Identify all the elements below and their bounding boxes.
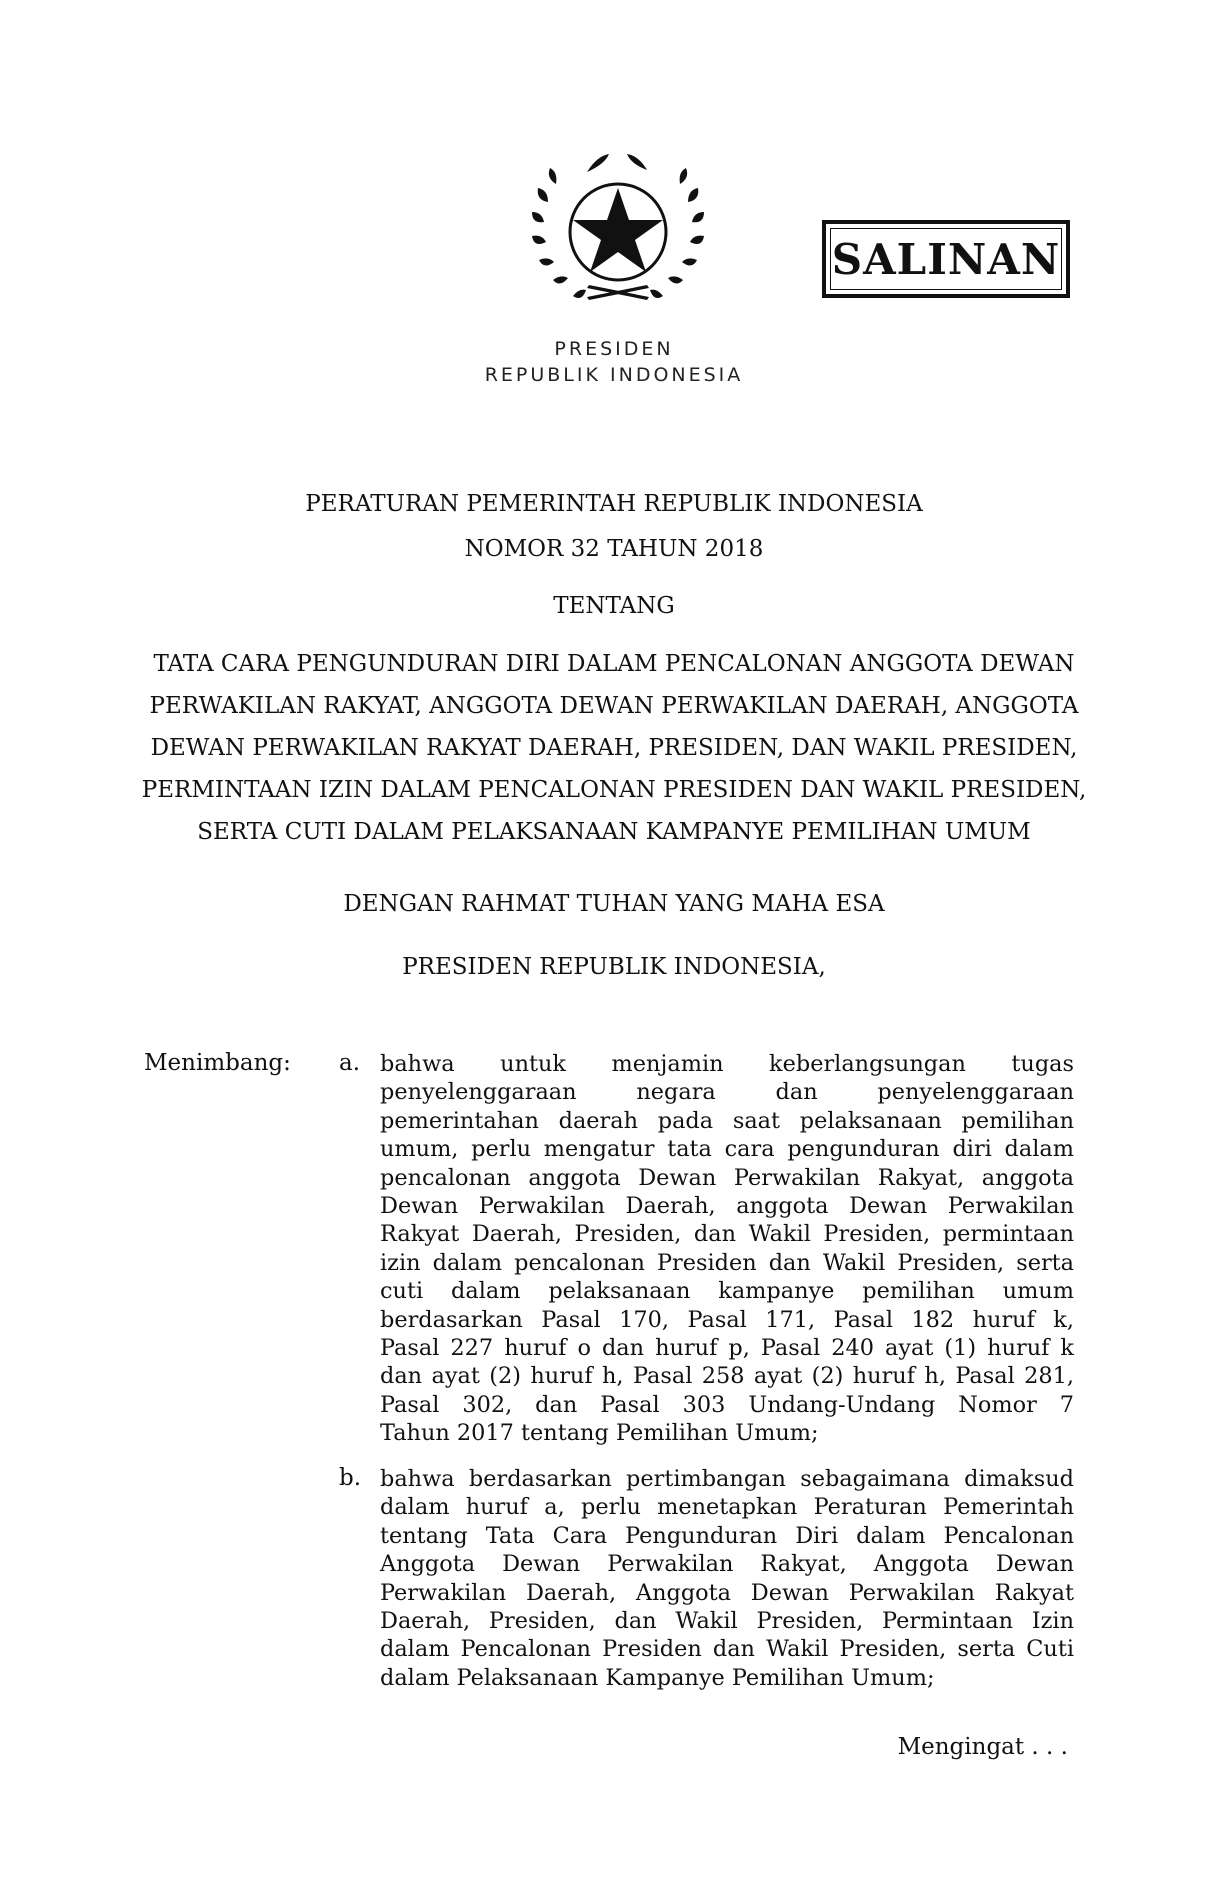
text-line: pemerintahan daerah pada saat pelaksanaan pemilihan (380, 1107, 1074, 1134)
text-line: Pasal 302, dan Pasal 303 Undang-Undang Nomor 7 (380, 1391, 1074, 1418)
presidential-emblem-icon (527, 150, 709, 310)
office-line-republik: REPUBLIK INDONESIA (484, 364, 744, 386)
text-line: Anggota Dewan Perwakilan Rakyat, Anggota Dewan (380, 1551, 1074, 1578)
text-line: Rakyat Daerah, Presiden, dan Wakil Presiden, permintaan (380, 1221, 1074, 1248)
text-line: Perwakilan Daerah, Anggota Dewan Perwakilan Rakyat (380, 1579, 1074, 1606)
salinan-stamp (822, 220, 1070, 298)
issuer: PRESIDEN REPUBLIK INDONESIA, (402, 954, 826, 980)
subject-line: DEWAN PERWAKILAN RAKYAT DAERAH, PRESIDEN, DAN WAKIL PRESIDEN, (150, 735, 1078, 761)
item-letter-b: b. (339, 1465, 362, 1491)
text-line: cuti dalam pelaksanaan kampanye pemilihan umum (380, 1278, 1074, 1305)
subject-line: PERMINTAAN IZIN DALAM PENCALONAN PRESIDEN DAN WAKIL PRESIDEN, (141, 777, 1087, 803)
text-line: penyelenggaraan negara dan penyelenggaraan (380, 1079, 1074, 1106)
text-line: dalam Pencalonan Presiden dan Wakil Presiden, serta Cuti (380, 1636, 1074, 1663)
text-line: dalam huruf a, perlu menetapkan Peraturan Pemerintah (380, 1494, 1074, 1521)
item-letter-a: a. (339, 1050, 361, 1076)
invocation: DENGAN RAHMAT TUHAN YANG MAHA ESA (343, 891, 885, 917)
text-line: Pasal 227 huruf o dan huruf p, Pasal 240 ayat (1) huruf k (380, 1335, 1074, 1362)
text-line: izin dalam pencalonan Presiden dan Wakil Presiden, serta (380, 1249, 1074, 1276)
text-line: Daerah, Presiden, dan Wakil Presiden, Permintaan Izin (380, 1608, 1074, 1635)
text-line: umum, perlu mengatur tata cara pengunduran diri dalam (380, 1136, 1074, 1163)
office-line-presiden: PRESIDEN (554, 338, 674, 360)
text-line: pencalonan anggota Dewan Perwakilan Rakyat, anggota (380, 1164, 1074, 1191)
text-line: bahwa untuk menjamin keberlangsungan tugas (380, 1051, 1074, 1077)
regulation-title: PERATURAN PEMERINTAH REPUBLIK INDONESIA (305, 491, 923, 517)
text-line: dalam Pelaksanaan Kampanye Pemilihan Umum; (380, 1664, 935, 1691)
considering-item-b (380, 1465, 1074, 1692)
text-line: bahwa berdasarkan pertimbangan sebagaimana dimaksud (380, 1466, 1074, 1492)
subject-line: PERWAKILAN RAKYAT, ANGGOTA DEWAN PERWAKILAN DAERAH, ANGGOTA (149, 693, 1079, 719)
regulation-subject (100, 643, 1128, 853)
subject-line: SERTA CUTI DALAM PELAKSANAAN KAMPANYE PEMILIHAN UMUM (197, 819, 1031, 845)
text-line: tentang Tata Cara Pengunduran Diri dalam Pencalonan (380, 1522, 1074, 1549)
text-line: Tahun 2017 tentang Pemilihan Umum; (380, 1420, 819, 1447)
text-line: dan ayat (2) huruf h, Pasal 258 ayat (2) huruf h, Pasal 281, (380, 1363, 1074, 1390)
considering-label: Menimbang: (144, 1050, 291, 1076)
considering-item-a (380, 1050, 1074, 1448)
regulation-number: NOMOR 32 TAHUN 2018 (464, 536, 764, 562)
regulation-about-heading: TENTANG (553, 593, 675, 619)
text-line: berdasarkan Pasal 170, Pasal 171, Pasal 182 huruf k, (380, 1306, 1074, 1333)
subject-line: TATA CARA PENGUNDURAN DIRI DALAM PENCALONAN ANGGOTA DEWAN (153, 651, 1075, 677)
continuation-catchword: Mengingat . . . (897, 1734, 1068, 1760)
stamp-text: SALINAN (831, 234, 1061, 284)
text-line: Dewan Perwakilan Daerah, anggota Dewan Perwakilan (380, 1193, 1074, 1220)
